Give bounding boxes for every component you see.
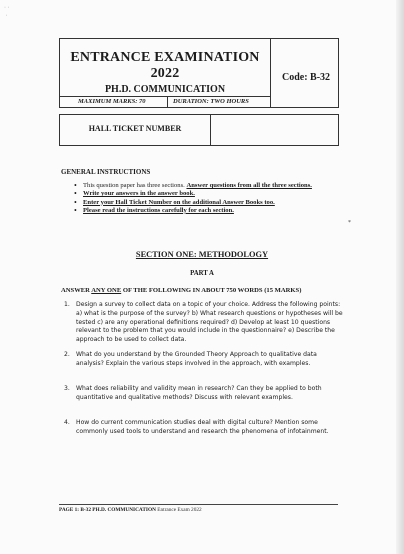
answer-instruction-emphasis: ANY ONE: [91, 287, 122, 294]
instruction-plain-text: This question paper has three sections.: [83, 182, 187, 189]
question-number: 4.: [64, 419, 70, 426]
instruction-underlined-text: Please read the instructions carefully for each section.: [83, 206, 234, 214]
stray-mark: *: [348, 220, 351, 226]
footer-page-label: PAGE 1: B-32 PH.D. COMMUNICATION: [59, 507, 156, 513]
instruction-underlined-text: Answer questions from all the three sections.: [186, 182, 312, 189]
question-number: 1.: [64, 301, 70, 308]
exam-header-box: [59, 38, 339, 108]
general-instructions-list: [74, 182, 344, 215]
question-item: [64, 351, 346, 385]
exam-header-left: [60, 39, 271, 107]
general-instructions-heading: GENERAL INSTRUCTIONS: [61, 168, 151, 176]
page-footer: [59, 507, 202, 513]
question-item: [64, 301, 346, 351]
answer-instruction-prefix: ANSWER: [61, 287, 92, 294]
question-list: [64, 301, 346, 437]
duration: DURATION: TWO HOURS: [173, 98, 249, 105]
scan-specks: · · ·: [4, 5, 10, 19]
question-item: [64, 385, 346, 419]
question-text: How do current communication studies deal with digital culture? Mention some commonly used tools to understand and research the phenomena of infotainment.: [76, 419, 329, 435]
marks-divider: [167, 97, 168, 108]
page-edge-shadow: [396, 0, 404, 554]
question-number: 2.: [64, 351, 70, 358]
marks-duration-row: [60, 96, 270, 108]
instruction-item: [74, 190, 344, 198]
instruction-underlined-text: Enter your Hall Ticket Number on the additional Answer Books too.: [83, 198, 275, 206]
question-text: Design a survey to collect data on a topic of your choice. Address the following points: a) what is the purpose of the survey? b) What research questions or hypotheses will be tested c) are any operational definitions required? d) Develop at least 10 questions relevant to the problem that you would include in the questionnaire? e) Describe the approach to be used to collect data.: [76, 301, 343, 344]
instruction-item: [74, 207, 344, 215]
instruction-item: [74, 199, 344, 207]
question-number: 3.: [64, 385, 70, 392]
section-title: SECTION ONE: METHODOLOGY: [135, 250, 269, 259]
question-text: What does reliability and validity mean in research? Can they be applied to both quantitative and qualitative methods? Discuss with relevant examples.: [76, 385, 322, 401]
hall-ticket-label: HALL TICKET NUMBER: [88, 124, 182, 133]
instruction-item: [74, 182, 344, 190]
instruction-underlined-text: Write your answers in the answer book.: [83, 190, 195, 198]
hall-ticket-divider: [210, 115, 211, 145]
program-name: PH.D. COMMUNICATION: [104, 84, 226, 95]
paper-code: Code: B-32: [282, 72, 331, 83]
part-title: PART A: [190, 270, 214, 277]
exam-title: ENTRANCE EXAMINATION 2022: [70, 50, 260, 81]
question-item: [64, 419, 346, 437]
maximum-marks: MAXIMUM MARKS: 70: [78, 98, 146, 105]
hall-ticket-box: [59, 114, 339, 146]
answer-instruction: [61, 287, 301, 294]
question-text: What do you understand by the Grounded Theory Approach to qualitative data analysis? Explain the various steps involved in the approach, with examples.: [76, 351, 317, 367]
footer-exam-label: Entrance Exam 2022: [155, 507, 202, 513]
answer-instruction-suffix: OF THE FOLLOWING IN ABOUT 750 WORDS (15 MARKS): [121, 287, 302, 294]
footer-rule: [59, 504, 338, 505]
